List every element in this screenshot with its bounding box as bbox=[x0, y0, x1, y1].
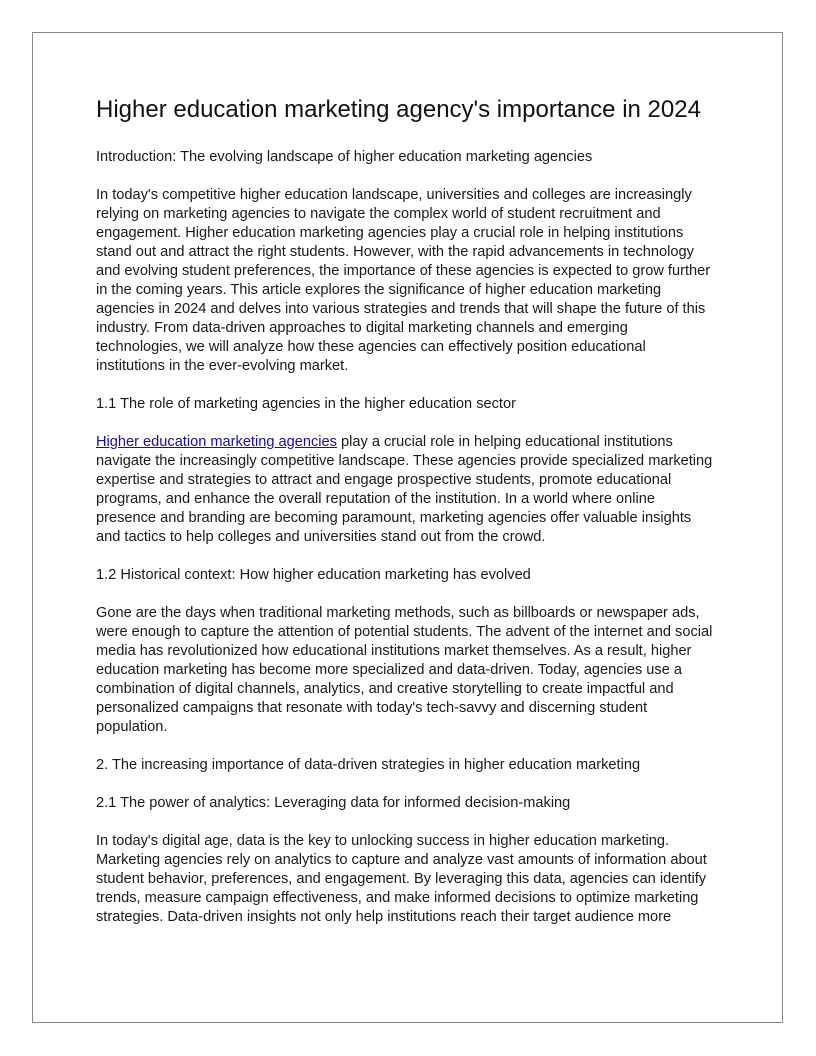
paragraph bbox=[96, 186, 736, 376]
text-line: 1.1 The role of marketing agencies in the higher education sector bbox=[96, 396, 516, 412]
section-heading bbox=[96, 794, 736, 813]
text-line: in the coming years. This article explores the significance of higher education marketing bbox=[96, 282, 662, 298]
higher-education-marketing-agencies-link[interactable]: Higher education marketing agencies bbox=[96, 434, 337, 450]
text-line: strategies. Data-driven insights not only help institutions reach their target audience more bbox=[96, 909, 672, 925]
text-line: industry. From data-driven approaches to digital marketing channels and emerging bbox=[96, 320, 628, 336]
text-line: Introduction: The evolving landscape of higher education marketing agencies bbox=[96, 149, 593, 165]
text-line: and evolving student preferences, the importance of these agencies is expected to grow further bbox=[96, 263, 711, 279]
text-line: Gone are the days when traditional marketing methods, such as billboards or newspaper ads, bbox=[96, 605, 700, 621]
text-line: trends, measure campaign effectiveness, and make informed decisions to optimize marketing bbox=[96, 890, 699, 906]
section-heading bbox=[96, 395, 736, 414]
text-line: were enough to capture the attention of potential students. The advent of the internet and social bbox=[96, 624, 713, 640]
text-line: stand out and attract the right students. However, with the rapid advancements in technology bbox=[96, 244, 694, 260]
text-line: and tactics to help colleges and universities stand out from the crowd. bbox=[96, 529, 546, 545]
text-line: In today's digital age, data is the key to unlocking success in higher education marketing. bbox=[96, 833, 670, 849]
section-heading bbox=[96, 756, 736, 775]
text-line: Higher education marketing agencies play a crucial role in helping educational institutions bbox=[96, 434, 673, 450]
text-line: agencies in 2024 and delves into various strategies and trends that will shape the future of this bbox=[96, 301, 706, 317]
text-line: expertise and strategies to attract and engage prospective students, promote educational bbox=[96, 472, 672, 488]
text-line: combination of digital channels, analytics, and creative storytelling to create impactful and bbox=[96, 681, 674, 697]
text-line: engagement. Higher education marketing agencies play a crucial role in helping institutions bbox=[96, 225, 684, 241]
section-heading bbox=[96, 148, 736, 167]
paragraph bbox=[96, 604, 736, 737]
text-line: media has revolutionized how educational institutions market themselves. As a result, higher bbox=[96, 643, 692, 659]
text-line: In today's competitive higher education landscape, universities and colleges are increasingly bbox=[96, 187, 692, 203]
text-line: 1.2 Historical context: How higher education marketing has evolved bbox=[96, 567, 531, 583]
text-line: presence and branding are becoming paramount, marketing agencies offer valuable insights bbox=[96, 510, 692, 526]
document-title: Higher education marketing agency's importance in 2024 bbox=[96, 96, 701, 123]
text-line: institutions in the ever-evolving market. bbox=[96, 358, 349, 374]
paragraph bbox=[96, 433, 736, 547]
text-line: programs, and enhance the overall reputation of the institution. In a world where online bbox=[96, 491, 655, 507]
text-line: 2. The increasing importance of data-driven strategies in higher education marketing bbox=[96, 757, 641, 773]
section-heading bbox=[96, 566, 736, 585]
text-line: navigate the increasingly competitive landscape. These agencies provide specialized marketing bbox=[96, 453, 713, 469]
text-line: relying on marketing agencies to navigate the complex world of student recruitment and bbox=[96, 206, 661, 222]
document-body bbox=[96, 148, 736, 946]
paragraph bbox=[96, 832, 736, 927]
text-line: personalized campaigns that resonate with today's tech-savvy and discerning student bbox=[96, 700, 648, 716]
text-line: student behavior, preferences, and engagement. By leveraging this data, agencies can identify bbox=[96, 871, 707, 887]
text-line: education marketing has become more specialized and data-driven. Today, agencies use a bbox=[96, 662, 682, 678]
text-line: technologies, we will analyze how these agencies can effectively position educational bbox=[96, 339, 646, 355]
text-line: 2.1 The power of analytics: Leveraging data for informed decision-making bbox=[96, 795, 571, 811]
text-line: population. bbox=[96, 719, 168, 735]
text-line: Marketing agencies rely on analytics to capture and analyze vast amounts of information about bbox=[96, 852, 707, 868]
